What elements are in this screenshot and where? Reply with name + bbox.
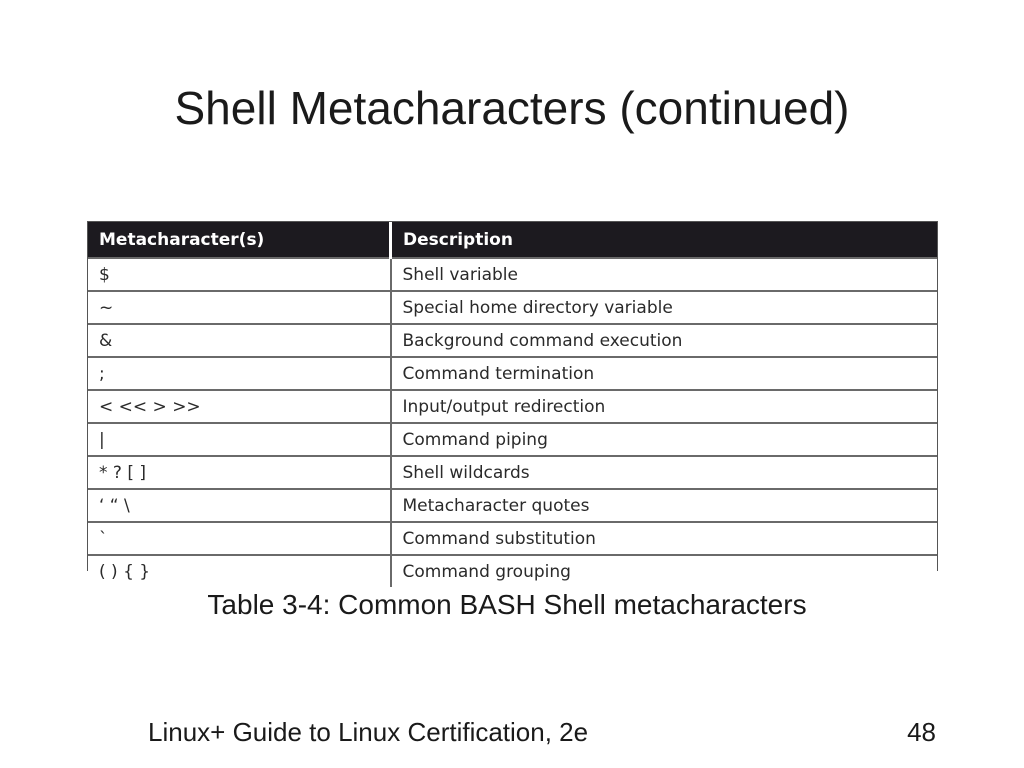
description-cell: Input/output redirection bbox=[391, 390, 938, 423]
description-cell: Command piping bbox=[391, 423, 938, 456]
metacharacters-table-grid bbox=[88, 222, 937, 587]
page-number: 48 bbox=[907, 717, 936, 747]
description-cell: Shell wildcards bbox=[391, 456, 938, 489]
metachar-cell: < << > >> bbox=[88, 390, 391, 423]
metachar-cell: ‘ “ \ bbox=[88, 489, 391, 522]
description-cell: Command grouping bbox=[391, 555, 938, 587]
table-header-row bbox=[88, 222, 937, 258]
metacharacters-table bbox=[87, 221, 938, 582]
table-row bbox=[88, 258, 937, 291]
metachar-cell: * ? [ ] bbox=[88, 456, 391, 489]
table-row bbox=[88, 357, 937, 390]
column-header-description: Description bbox=[391, 222, 938, 258]
slide-title: Shell Metacharacters (continued) bbox=[174, 82, 850, 134]
description-cell: Command termination bbox=[391, 357, 938, 390]
description-cell: Command substitution bbox=[391, 522, 938, 555]
description-cell: Background command execution bbox=[391, 324, 938, 357]
table-row bbox=[88, 423, 937, 456]
metachar-cell: ~ bbox=[88, 291, 391, 324]
table-row bbox=[88, 456, 937, 489]
table-caption: Table 3-4: Common BASH Shell metacharacters bbox=[207, 589, 807, 620]
metachar-cell: & bbox=[88, 324, 391, 357]
description-cell: Special home directory variable bbox=[391, 291, 938, 324]
table-row bbox=[88, 555, 937, 587]
table-row bbox=[88, 291, 937, 324]
table-row bbox=[88, 522, 937, 555]
description-cell: Shell variable bbox=[391, 258, 938, 291]
table-row bbox=[88, 390, 937, 423]
metachar-cell: $ bbox=[88, 258, 391, 291]
metachar-cell: ` bbox=[88, 522, 391, 555]
table-row bbox=[88, 489, 937, 522]
table-row bbox=[88, 324, 937, 357]
description-cell: Metacharacter quotes bbox=[391, 489, 938, 522]
metachar-cell: | bbox=[88, 423, 391, 456]
footer-book-title: Linux+ Guide to Linux Certification, 2e bbox=[148, 717, 589, 747]
metachar-cell: ( ) { } bbox=[88, 555, 391, 587]
column-header-metacharacters: Metacharacter(s) bbox=[88, 222, 391, 258]
metachar-cell: ; bbox=[88, 357, 391, 390]
